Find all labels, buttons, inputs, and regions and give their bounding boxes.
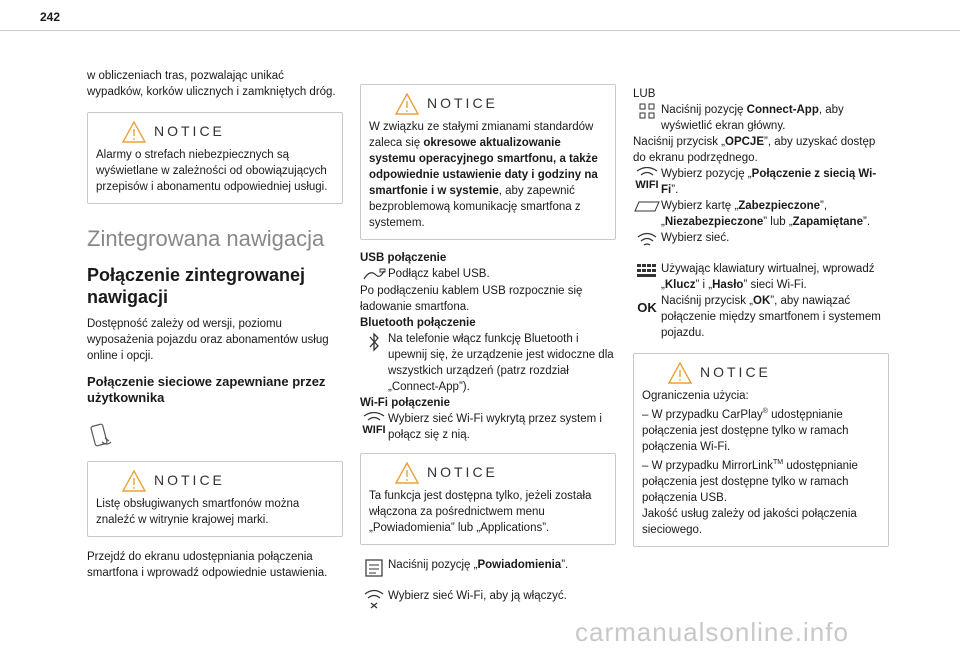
wifi-title: Wi-Fi połączenie bbox=[360, 397, 450, 409]
connect-app-step: Naciśnij pozycję Connect-App, aby wyświetlić ekran główny. bbox=[633, 102, 889, 134]
usb-step: Podłącz kabel USB. bbox=[360, 266, 616, 283]
notice-title: NOTICE bbox=[427, 464, 498, 480]
bluetooth-icon bbox=[360, 331, 388, 352]
notice-text: Listę obsługiwanych smartfonów można znaleźć w witrynie krajowej marki. bbox=[96, 498, 300, 526]
page-header bbox=[0, 0, 960, 28]
notice-box bbox=[633, 353, 889, 547]
ok-icon: OK bbox=[637, 300, 657, 315]
watermark: carmanualsonline.info bbox=[575, 617, 849, 647]
warning-icon bbox=[122, 121, 146, 143]
notice-line: – W przypadku MirrorLink™ udostępnianie połączenia jest dostępne tylko w ramach połączenia USB. bbox=[642, 458, 858, 504]
column-left bbox=[87, 60, 343, 581]
wifi-settings-icon bbox=[360, 588, 388, 609]
notice-title: NOTICE bbox=[700, 364, 771, 380]
intro-text: w obliczeniach tras, pozwalając unikać wypadków, korków ulicznych i zamkniętych dróg. bbox=[87, 70, 336, 98]
warning-icon bbox=[668, 362, 692, 384]
availability-text: Dostępność zależy od wersji, poziomu wyposażenia pojazdu oraz abonamentów usług online i opcji. bbox=[87, 318, 329, 362]
smartphone-icon bbox=[87, 422, 343, 457]
wifi-signal-icon bbox=[633, 230, 661, 249]
tab-icon bbox=[633, 198, 661, 213]
keyboard-step: Używając klawiatury wirtualnej, wprowadź „Klucz” i „Hasło” sieci Wi-Fi. bbox=[633, 261, 889, 293]
notice-title: NOTICE bbox=[427, 95, 498, 111]
usb-title: USB połączenie bbox=[360, 252, 447, 264]
notice-box bbox=[360, 453, 616, 545]
subsection-title: Połączenie sieciowe zapewniane przez użytkownika bbox=[87, 374, 326, 405]
tab-step: Wybierz kartę „Zabezpieczone”, „Niezabezpieczone” lub „Zapamiętane”. bbox=[633, 198, 889, 230]
header-divider bbox=[0, 30, 960, 31]
notice-line: Jakość usług zależy od jakości połączenia sieciowego. bbox=[642, 507, 857, 536]
notice-line: Ograniczenia użycia: bbox=[642, 390, 749, 402]
ok-step: OK Naciśnij przycisk „OK”, aby nawiązać połączenie między smartfonem i systemem pojazdu. bbox=[633, 293, 889, 341]
options-text: Naciśnij przycisk „OPCJE”, aby uzyskać dostęp do ekranu podrzędnego. bbox=[633, 136, 876, 164]
keyboard-icon bbox=[633, 261, 661, 280]
usb-cable-icon bbox=[360, 266, 388, 283]
select-network-step: Wybierz sieć. bbox=[633, 230, 889, 249]
wifi-enable-step: Wybierz sieć Wi-Fi, aby ją włączyć. bbox=[360, 588, 616, 609]
wifi-connection-step: WIFI Wybierz pozycję „Połączenie z siecią Wi-Fi”. bbox=[633, 166, 889, 198]
notice-box bbox=[87, 112, 343, 204]
column-right bbox=[633, 86, 889, 547]
notice-line: – W przypadku CarPlay® udostępnianie połączenia jest dostępne tylko w ramach połączenia Wi-Fi. bbox=[642, 408, 849, 453]
wifi-step: WIFI Wybierz sieć Wi-Fi wykrytą przez system i połącz się z nią. bbox=[360, 411, 616, 443]
column-middle bbox=[360, 84, 616, 609]
notice-title: NOTICE bbox=[154, 123, 225, 139]
or-text: LUB bbox=[633, 88, 656, 100]
usb-text: Po podłączeniu kablem USB rozpocznie się ładowanie smartfona. bbox=[360, 285, 583, 313]
outro-text: Przejdź do ekranu udostępniania połączenia smartfona i wprowadź odpowiednie ustawienia. bbox=[87, 551, 328, 579]
notice-text: W związku ze stałymi zmianami standardów zaleca się okresowe aktualizowanie systemu operacyjnego smartfonu, a także odpowiednie ustawienie daty i godziny na smartfonie i w systemie, aby zapewnić bezproblemową komunikację smartfona z systemem. bbox=[369, 121, 598, 229]
notifications-step: Naciśnij pozycję „Powiadomienia”. bbox=[360, 557, 616, 578]
notice-text: Ta funkcja jest dostępna tylko, jeżeli została włączona za pośrednictwem menu „Powiadomienia” lub „Applications”. bbox=[369, 490, 592, 534]
warning-icon bbox=[395, 93, 419, 115]
page-number: 242 bbox=[40, 10, 61, 24]
notice-box bbox=[87, 461, 343, 537]
warning-icon bbox=[395, 462, 419, 484]
bluetooth-title: Bluetooth połączenie bbox=[360, 317, 476, 329]
notice-text: Alarmy o strefach niebezpiecznych są wyświetlane w zależności od obowiązujących przepisów i abonamentu odpowiedniej usługi. bbox=[96, 149, 328, 193]
wifi-icon: WIFI bbox=[360, 411, 388, 436]
main-title: Połączenie zintegrowanej nawigacji bbox=[87, 265, 306, 307]
section-title: Zintegrowana nawigacja bbox=[87, 226, 325, 251]
notice-title: NOTICE bbox=[154, 472, 225, 488]
wifi-icon: WIFI bbox=[633, 166, 661, 191]
notifications-icon bbox=[360, 557, 388, 578]
bluetooth-step: Na telefonie włącz funkcję Bluetooth i upewnij się, że urządzenie jest widoczne dla wszystkich urządzeń (patrz rozdział „Connect-App”). bbox=[360, 331, 616, 395]
apps-grid-icon bbox=[633, 102, 661, 119]
warning-icon bbox=[122, 470, 146, 492]
notice-box bbox=[360, 84, 616, 240]
